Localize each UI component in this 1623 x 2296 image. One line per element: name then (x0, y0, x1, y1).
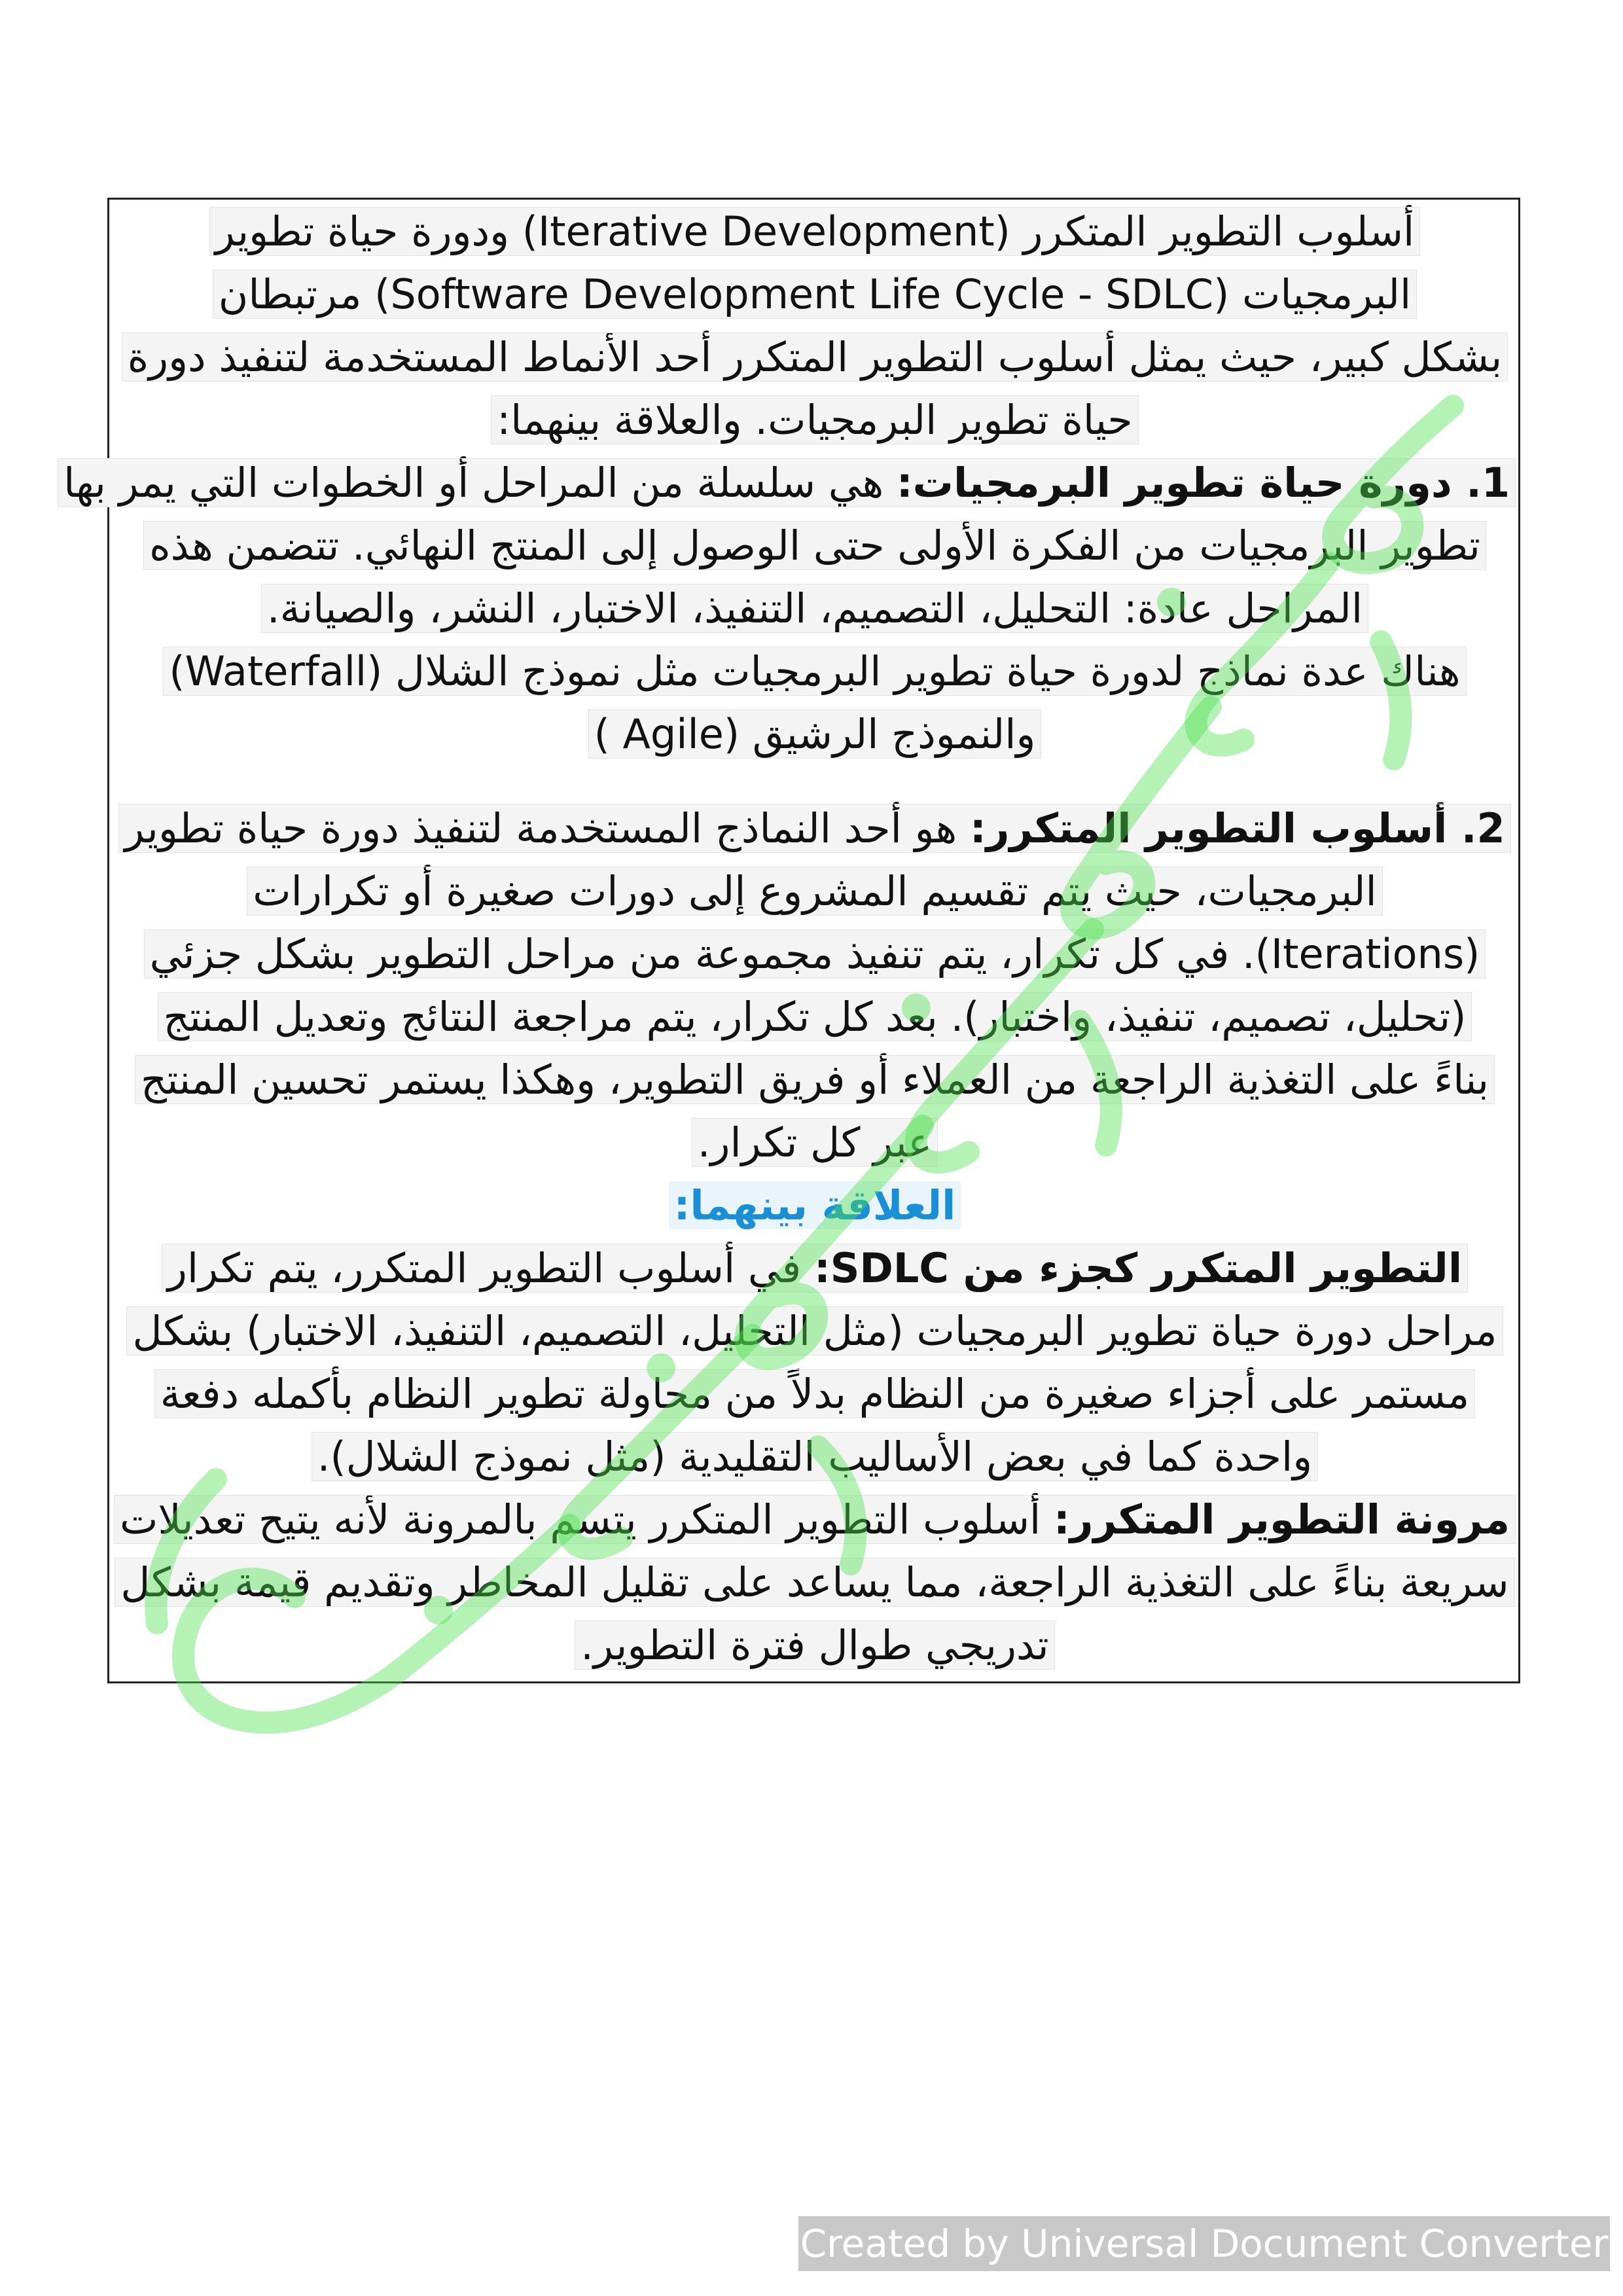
section1-line-2: تطوير البرمجيات من الفكرة الأولى حتى الوصول إلى المنتج النهائي. تتضمن هذه (115, 514, 1515, 577)
relation-heading: العلاقة بينهما: (115, 1174, 1515, 1237)
intro-line-3: بشكل كبير، حيث يمثل أسلوب التطوير المتكرر أحد الأنماط المستخدمة لتنفيذ دورة (115, 326, 1515, 389)
section1-line-3: المراحل عادة: التحليل، التصميم، التنفيذ، الاختبار، النشر، والصيانة. (115, 577, 1515, 640)
section2-line-2: البرمجيات، حيث يتم تقسيم المشروع إلى دورات صغيرة أو تكرارات (115, 860, 1515, 923)
section3-line-1: التطوير المتكرر كجزء من SDLC: في أسلوب التطوير المتكرر، يتم تكرار (115, 1237, 1515, 1300)
converter-banner: Created by Universal Document Converter (798, 2216, 1610, 2271)
section4-line-2: سريعة بناءً على التغذية الراجعة، مما يساعد على تقليل المخاطر وتقديم قيمة بشكل (115, 1551, 1515, 1614)
document-content (63, 200, 1515, 1677)
section2-line-1: 2. أسلوب التطوير المتكرر: هو أحد النماذج المستخدمة لتنفيذ دورة حياة تطوير (115, 797, 1515, 860)
section1-line-5: والنموذج الرشيق (Agile ) (115, 703, 1515, 766)
section2-line-6: عبر كل تكرار. (115, 1111, 1515, 1174)
section1-line-1: 1. دورة حياة تطوير البرمجيات: هي سلسلة من المراحل أو الخطوات التي يمر بها (115, 452, 1515, 514)
intro-line-4: حياة تطوير البرمجيات. والعلاقة بينهما: (115, 389, 1515, 452)
section1-line-4: هناك عدة نماذج لدورة حياة تطوير البرمجيات مثل نموذج الشلال (Waterfall) (115, 640, 1515, 703)
section2-title: 2. أسلوب التطوير المتكرر: (969, 804, 1505, 852)
section2-line-3: (Iterations). في كل تكرار، يتم تنفيذ مجموعة من مراحل التطوير بشكل جزئي (115, 923, 1515, 986)
section1-title: 1. دورة حياة تطوير البرمجيات: (896, 459, 1510, 507)
section3-title: التطوير المتكرر كجزء من SDLC: (813, 1244, 1463, 1292)
section3-line-3: مستمر على أجزاء صغيرة من النظام بدلاً من محاولة تطوير النظام بأكمله دفعة (115, 1363, 1515, 1426)
section2-line-4: (تحليل، تصميم، تنفيذ، واختبار). بعد كل تكرار، يتم مراجعة النتائج وتعديل المنتج (115, 986, 1515, 1049)
section3-line-4: واحدة كما في بعض الأساليب التقليدية (مثل نموذج الشلال). (115, 1426, 1515, 1488)
section2-line-5: بناءً على التغذية الراجعة من العملاء أو فريق التطوير، وهكذا يستمر تحسين المنتج (115, 1049, 1515, 1111)
section4-line-3: تدريجي طوال فترة التطوير. (115, 1614, 1515, 1677)
section4-title: مرونة التطوير المتكرر: (1053, 1496, 1510, 1543)
intro-line-1: أسلوب التطوير المتكرر (Iterative Development) ودورة حياة تطوير (115, 200, 1515, 263)
paragraph-gap (115, 766, 1515, 797)
section4-line-1: مرونة التطوير المتكرر: أسلوب التطوير المتكرر يتسم بالمرونة لأنه يتيح تعديلات (115, 1488, 1515, 1551)
intro-line-2: البرمجيات (Software Development Life Cycle - SDLC) مرتبطان (115, 263, 1515, 326)
section3-line-2: مراحل دورة حياة تطوير البرمجيات (مثل التحليل، التصميم، التنفيذ، الاختبار) بشكل (115, 1300, 1515, 1363)
